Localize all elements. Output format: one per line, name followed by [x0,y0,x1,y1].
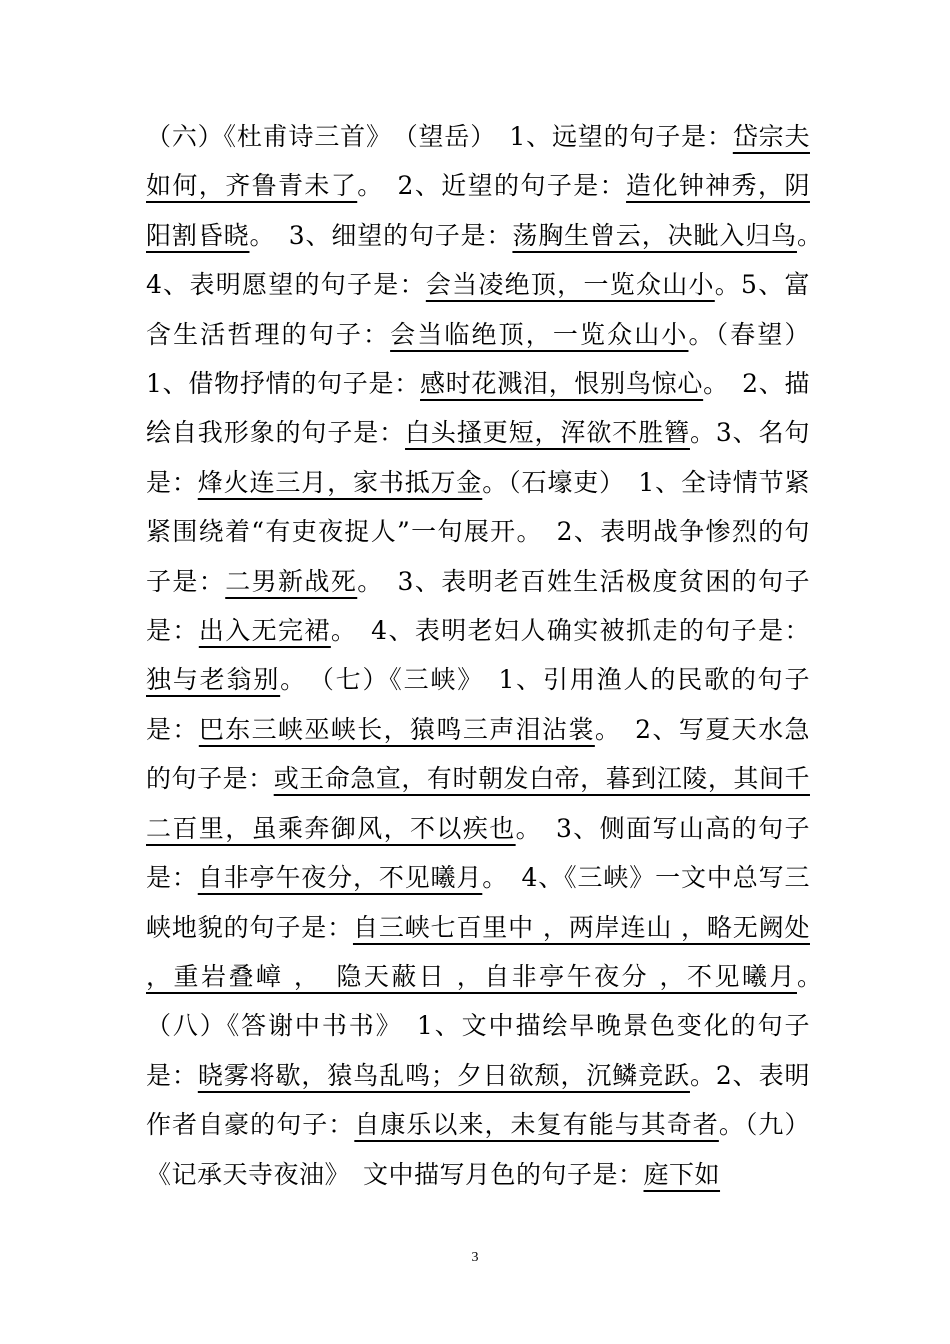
prompt-text: 。2、表明作者自豪的句子： [146,1060,810,1140]
answer-text: 晓雾将歇，猿鸟乱鸣；夕日欲颓，沉鳞竞跃 [197,1060,690,1090]
prompt-text: 。 （七）《三峡》 1、引用渔人的民歌的句子是： [146,665,810,744]
prompt-text: 。 4、《三峡》一文中总写三峡地貌的句子是： [146,863,810,942]
prompt-text: 。3、名句是： [146,418,810,497]
answer-text: 独与老翁别 [146,665,281,695]
answer-text: 自康乐以来，未复有能与其奇者 [354,1110,719,1140]
prompt-text: 。 3、细望的句子是： [249,220,513,250]
prompt-text: 。 3、表明老百姓生活极度贫困的句子是： [146,566,810,646]
prompt-text: 。（春望）1、借物抒情的句子是： [146,319,810,399]
answer-text: 岱宗夫如何，齐鲁青未了 [146,122,810,201]
prompt-text: （六）《杜甫诗三首》 （望岳） 1、远望的句子是： [146,122,733,151]
answer-text: 白头搔更短，浑欲不胜簪 [405,418,690,448]
prompt-text: 。 （八）《答谢中书书》 1、文中描绘早晚景色变化的句子是： [146,961,836,1090]
answer-text: 造化钟神秀，阴阳割昏晓 [146,171,810,250]
answer-text: 感时花溅泪，恨别鸟惊心 [420,369,704,399]
prompt-text: 。（九）《记承天寺夜油》 文中描写月色的句子是： [146,1110,810,1189]
answer-text: 会当临绝顶，一览众山小 [390,319,689,349]
answer-text: 烽火连三月，家书抵万金 [197,467,483,497]
answer-text: 出入无完裙 [198,616,331,646]
answer-text: 或王命急宣，有时朝发白帝，暮到江陵，其间千二百里，虽乘奔御风，不以疾也 [146,764,810,843]
prompt-text: 。 4、表明愿望的句子是： [146,220,836,300]
prompt-text: 。（石壕吏） 1、全诗情节紧紧围绕着“有吏夜捉人”一句展开。 2、表明战争惨烈的句子是： [146,467,810,596]
answer-text: 二男新战死 [225,566,358,596]
prompt-text: 。 2、近望的句子是： [357,171,627,201]
answer-text: 荡胸生曾云，决眦入归鸟 [512,220,797,250]
answer-text: 庭下如 [643,1159,721,1189]
prompt-text: 。 2、描绘自我形象的句子是： [146,369,810,448]
prompt-text: 。 4、表明老妇人确实被抓走的句子是： [330,616,810,646]
body-text [146,112,836,1199]
prompt-text: 。 2、写夏天水急的句子是： [146,714,810,794]
prompt-text: 。 3、侧面写山高的句子是： [146,813,810,893]
page-number: 3 [471,1250,479,1265]
answer-text: 会当凌绝顶，一览众山小 [425,270,715,300]
answer-text: 巴东三峡巫峡长，猿鸣三声泪沾裳 [198,714,595,744]
answer-text: 自非亭午夜分，不见曦月 [197,863,483,893]
prompt-text: 。5、富含生活哲理的句子： [146,270,810,349]
answer-text: 自三峡七百里中 ，两岸连山 ，略无阙处 ，重岩叠嶂 ， 隐天蔽日 ，自非亭午夜分 ，不见曦月 [146,912,810,991]
